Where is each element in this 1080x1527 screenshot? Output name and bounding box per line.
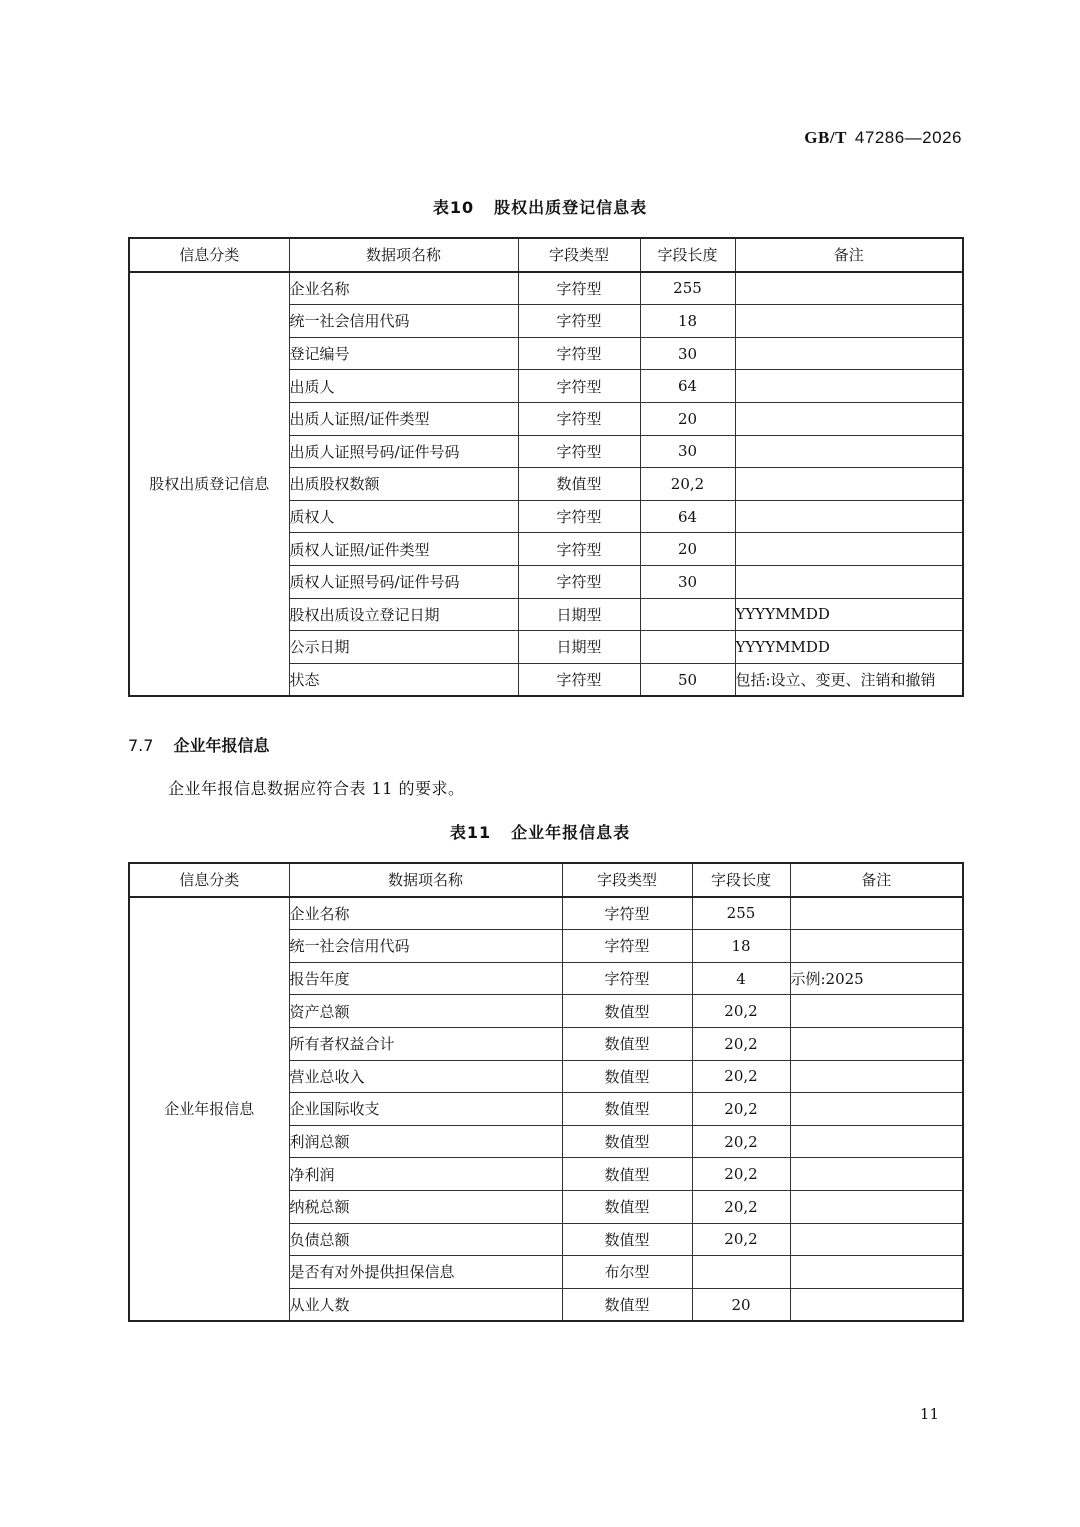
table11-caption-title: 企业年报信息表 xyxy=(511,823,631,842)
table10-header-length: 字段长度 xyxy=(640,238,735,272)
field-name-cell: 出质股权数额 xyxy=(289,468,518,501)
field-name-cell: 出质人证照/证件类型 xyxy=(289,402,518,435)
field-type-cell: 数值型 xyxy=(562,1288,692,1321)
field-type-cell: 字符型 xyxy=(518,305,640,338)
field-length-cell: 64 xyxy=(640,370,735,403)
page-number: 11 xyxy=(919,1405,939,1423)
table10-header-row xyxy=(129,238,963,272)
field-length-cell: 20,2 xyxy=(692,995,790,1028)
note-cell xyxy=(735,370,963,403)
note-cell xyxy=(790,1125,963,1158)
field-length-cell: 50 xyxy=(640,663,735,696)
standard-number: 47286—2026 xyxy=(854,128,962,147)
note-cell xyxy=(735,500,963,533)
field-length-cell: 20,2 xyxy=(692,1093,790,1126)
field-type-cell: 字符型 xyxy=(518,565,640,598)
field-length-cell: 20,2 xyxy=(692,1158,790,1191)
section-number: 7.7 xyxy=(128,736,154,755)
note-cell xyxy=(790,1256,963,1289)
note-cell xyxy=(735,272,963,305)
note-cell xyxy=(735,305,963,338)
field-type-cell: 布尔型 xyxy=(562,1256,692,1289)
note-cell xyxy=(735,468,963,501)
field-length-cell: 64 xyxy=(640,500,735,533)
field-name-cell: 净利润 xyxy=(289,1158,562,1191)
field-name-cell: 出质人证照号码/证件号码 xyxy=(289,435,518,468)
table10-caption-title: 股权出质登记信息表 xyxy=(494,198,648,217)
table11-header-note: 备注 xyxy=(790,863,963,897)
table11-header-category: 信息分类 xyxy=(129,863,289,897)
section-title: 企业年报信息 xyxy=(173,736,270,755)
field-name-cell: 质权人 xyxy=(289,500,518,533)
section-paragraph: 企业年报信息数据应符合表 11 的要求。 xyxy=(168,779,465,798)
field-type-cell: 字符型 xyxy=(562,930,692,963)
table10 xyxy=(128,237,964,697)
field-length-cell: 255 xyxy=(692,897,790,930)
field-length-cell: 20,2 xyxy=(692,1190,790,1223)
field-type-cell: 字符型 xyxy=(518,533,640,566)
table10-caption-number: 表10 xyxy=(432,198,475,217)
field-type-cell: 字符型 xyxy=(562,962,692,995)
field-type-cell: 数值型 xyxy=(562,1223,692,1256)
note-cell xyxy=(790,1223,963,1256)
field-name-cell: 状态 xyxy=(289,663,518,696)
table11-header-row xyxy=(129,863,963,897)
table10-header-name: 数据项名称 xyxy=(289,238,518,272)
field-name-cell: 股权出质设立登记日期 xyxy=(289,598,518,631)
note-cell: 包括:设立、变更、注销和撤销 xyxy=(735,663,963,696)
field-length-cell: 18 xyxy=(640,305,735,338)
field-length-cell: 20 xyxy=(640,533,735,566)
field-name-cell: 统一社会信用代码 xyxy=(289,930,562,963)
field-type-cell: 数值型 xyxy=(562,1027,692,1060)
field-length-cell: 4 xyxy=(692,962,790,995)
field-type-cell: 数值型 xyxy=(562,1190,692,1223)
table10-caption xyxy=(0,195,1080,218)
field-length-cell: 30 xyxy=(640,435,735,468)
note-cell xyxy=(790,897,963,930)
field-length-cell xyxy=(692,1256,790,1289)
note-cell xyxy=(790,1060,963,1093)
field-length-cell: 20,2 xyxy=(692,1027,790,1060)
field-name-cell: 纳税总额 xyxy=(289,1190,562,1223)
field-length-cell: 20 xyxy=(692,1288,790,1321)
field-type-cell: 数值型 xyxy=(518,468,640,501)
table11-header-type: 字段类型 xyxy=(562,863,692,897)
field-length-cell xyxy=(640,631,735,664)
standard-code xyxy=(804,128,962,148)
field-name-cell: 企业国际收支 xyxy=(289,1093,562,1126)
field-name-cell: 资产总额 xyxy=(289,995,562,1028)
note-cell xyxy=(790,930,963,963)
standard-prefix: GB/T xyxy=(804,128,847,147)
field-name-cell: 利润总额 xyxy=(289,1125,562,1158)
field-length-cell: 20,2 xyxy=(640,468,735,501)
table10-header-note: 备注 xyxy=(735,238,963,272)
table10-header-type: 字段类型 xyxy=(518,238,640,272)
field-name-cell: 企业名称 xyxy=(289,272,518,305)
field-name-cell: 从业人数 xyxy=(289,1288,562,1321)
field-type-cell: 字符型 xyxy=(518,337,640,370)
note-cell xyxy=(790,995,963,1028)
field-length-cell: 30 xyxy=(640,337,735,370)
note-cell xyxy=(735,337,963,370)
field-length-cell: 20,2 xyxy=(692,1060,790,1093)
field-name-cell: 统一社会信用代码 xyxy=(289,305,518,338)
table11-caption xyxy=(0,820,1080,843)
field-name-cell: 所有者权益合计 xyxy=(289,1027,562,1060)
field-type-cell: 字符型 xyxy=(518,272,640,305)
field-type-cell: 日期型 xyxy=(518,598,640,631)
note-cell xyxy=(735,565,963,598)
field-length-cell: 20,2 xyxy=(692,1125,790,1158)
table-row xyxy=(129,272,963,305)
field-type-cell: 数值型 xyxy=(562,1093,692,1126)
field-name-cell: 企业名称 xyxy=(289,897,562,930)
field-length-cell: 20,2 xyxy=(692,1223,790,1256)
note-cell xyxy=(735,435,963,468)
field-type-cell: 字符型 xyxy=(518,435,640,468)
field-length-cell: 30 xyxy=(640,565,735,598)
field-length-cell: 20 xyxy=(640,402,735,435)
field-name-cell: 报告年度 xyxy=(289,962,562,995)
field-type-cell: 字符型 xyxy=(562,897,692,930)
table-row xyxy=(129,897,963,930)
field-type-cell: 字符型 xyxy=(518,663,640,696)
field-length-cell: 18 xyxy=(692,930,790,963)
note-cell: 示例:2025 xyxy=(790,962,963,995)
category-cell: 企业年报信息 xyxy=(129,897,289,1322)
field-type-cell: 字符型 xyxy=(518,402,640,435)
field-name-cell: 出质人 xyxy=(289,370,518,403)
note-cell xyxy=(790,1288,963,1321)
field-name-cell: 是否有对外提供担保信息 xyxy=(289,1256,562,1289)
field-length-cell xyxy=(640,598,735,631)
field-type-cell: 日期型 xyxy=(518,631,640,664)
field-type-cell: 数值型 xyxy=(562,1125,692,1158)
table11-header-name: 数据项名称 xyxy=(289,863,562,897)
note-cell xyxy=(790,1093,963,1126)
field-type-cell: 字符型 xyxy=(518,500,640,533)
note-cell xyxy=(790,1158,963,1191)
table11 xyxy=(128,862,964,1322)
field-type-cell: 数值型 xyxy=(562,995,692,1028)
table11-header-length: 字段长度 xyxy=(692,863,790,897)
field-name-cell: 质权人证照/证件类型 xyxy=(289,533,518,566)
table11-caption-number: 表11 xyxy=(449,823,492,842)
field-name-cell: 营业总收入 xyxy=(289,1060,562,1093)
field-name-cell: 质权人证照号码/证件号码 xyxy=(289,565,518,598)
field-name-cell: 公示日期 xyxy=(289,631,518,664)
note-cell xyxy=(790,1027,963,1060)
table10-header-category: 信息分类 xyxy=(129,238,289,272)
note-cell xyxy=(790,1190,963,1223)
field-name-cell: 登记编号 xyxy=(289,337,518,370)
section-heading xyxy=(128,733,269,756)
category-cell: 股权出质登记信息 xyxy=(129,272,289,697)
field-length-cell: 255 xyxy=(640,272,735,305)
field-name-cell: 负债总额 xyxy=(289,1223,562,1256)
note-cell: YYYYMMDD xyxy=(735,631,963,664)
field-type-cell: 数值型 xyxy=(562,1060,692,1093)
note-cell xyxy=(735,402,963,435)
note-cell: YYYYMMDD xyxy=(735,598,963,631)
note-cell xyxy=(735,533,963,566)
field-type-cell: 数值型 xyxy=(562,1158,692,1191)
field-type-cell: 字符型 xyxy=(518,370,640,403)
